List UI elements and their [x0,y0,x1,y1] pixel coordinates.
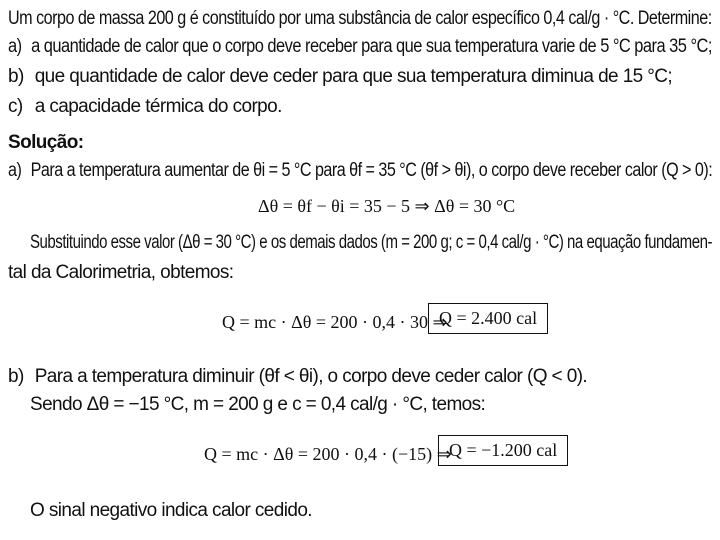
solution-a-text1: Para a temperatura aumentar de θi = 5 °C para θf = 35 °C (θf > θi), o corpo deve receber calor (Q > 0): [30,160,713,181]
solution-a-line3: tal da Calorimetria, obtemos: [8,262,234,283]
item-c-label: c) [8,96,23,117]
item-a [8,36,712,58]
solution-b-label: b) [8,366,24,387]
solution-b-text1: Para a temperatura diminuir (θf < θi), o corpo deve ceder calor (Q < 0). [34,366,588,387]
solution-a-line2: Substituindo esse valor (Δθ = 30 °C) e os demais dados (m = 200 g; c = 0,4 cal/g · °C) na equação fundamen- [30,232,712,253]
equation-delta-theta: Δθ = θf − θi = 35 − 5 ⇒ Δθ = 30 °C [258,196,516,216]
item-b [8,66,672,88]
result-a-box [428,303,548,334]
solution-heading: Solução: [8,132,84,153]
solution-b-line2: Sendo Δθ = −15 °C, m = 200 g e c = 0,4 cal/g · °C, temos: [30,394,486,415]
result-b: Q = −1.200 cal [449,440,558,460]
result-a: Q = 2.400 cal [439,308,538,328]
item-b-text: que quantidade de calor deve ceder para que sua temperatura diminua de 15 °C; [34,66,673,87]
item-a-label: a) [8,36,22,57]
item-b-label: b) [8,66,24,87]
item-c [8,96,282,118]
item-a-text: a quantidade de calor que o corpo deve receber para que sua temperatura varie de 5 °C para 35 °C; [31,36,712,57]
solution-a-label: a) [8,160,22,181]
solution-b-note: O sinal negativo indica calor cedido. [30,500,312,521]
equation-a: Q = mc · Δθ = 200 · 0,4 · 30 ⇒ [222,312,448,332]
equation-b: Q = mc · Δθ = 200 · 0,4 · (−15) ⇒ [204,444,452,464]
result-b-box [438,435,568,466]
solution-b-line1 [8,366,587,388]
solution-a-line1 [8,160,712,182]
item-c-text: a capacidade térmica do corpo. [34,96,282,117]
problem-intro: Um corpo de massa 200 g é constituído por uma substância de calor específico 0,4 cal/g · °C. Determine: [8,8,712,29]
